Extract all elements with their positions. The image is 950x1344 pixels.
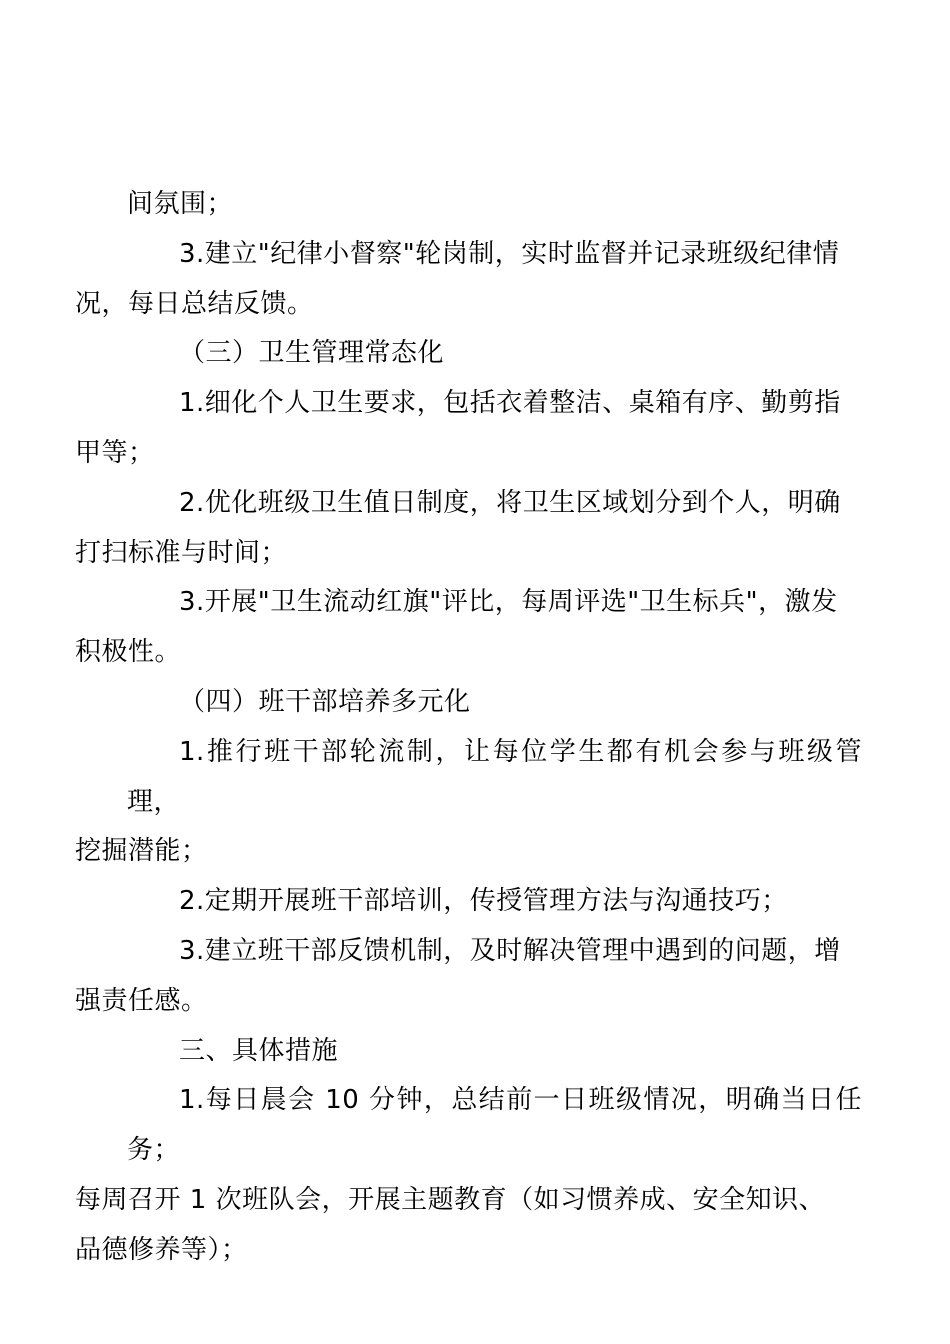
text-line: 2.优化班级卫生值日制度，将卫生区域划分到个人，明确 [179,487,841,518]
paragraph-discipline-monitor [75,230,862,330]
text-line: 1.推行班干部轮流制，让每位学生都有机会参与班级管理， [127,736,862,817]
paragraph-continuation [127,180,862,230]
text-line: 况，每日总结反馈。 [75,288,314,319]
text-line: 3.开展"卫生流动红旗"评比，每周评选"卫生标兵"，激发 [179,587,838,618]
section-heading-measures [127,1027,862,1077]
document-body [75,180,862,1276]
text-line: 间氛围； [127,189,234,219]
paragraph-red-flag-contest [75,578,862,678]
text-line: 3.建立班干部反馈机制，及时解决管理中遇到的问题，增 [179,935,841,966]
paragraph-cadre-rotation [75,728,862,877]
text-line: 挖掘潜能； [75,836,208,867]
text-line: 每周召开 1 次班队会，开展主题教育（如习惯养成、安全知识、 [75,1184,826,1215]
section-heading-hygiene [127,329,862,379]
paragraph-morning-meeting [75,1076,862,1275]
text-line: 3.建立"纪律小督察"轮岗制，实时监督并记录班级纪律情 [179,238,840,269]
heading-text: 三、具体措施 [179,1035,339,1066]
paragraph-personal-hygiene [75,379,862,479]
text-line: 1.细化个人卫生要求，包括衣着整洁、桌箱有序、勤剪指 [179,388,841,419]
heading-text: （三）卫生管理常态化 [179,338,445,369]
heading-text: （四）班干部培养多元化 [179,686,471,717]
paragraph-duty-system [75,479,862,579]
paragraph-cadre-feedback [75,927,862,1027]
text-line: 2.定期开展班干部培训，传授管理方法与沟通技巧； [179,886,788,917]
text-line: 甲等； [75,437,155,468]
text-line: 打扫标准与时间； [75,537,288,568]
text-line: 1.每日晨会 10 分钟，总结前一日班级情况，明确当日任务； [127,1085,862,1166]
text-line: 强责任感。 [75,985,208,1016]
section-heading-cadre [127,678,862,728]
text-line: 品德修养等）； [75,1234,248,1265]
paragraph-cadre-training [127,877,862,927]
text-line: 积极性。 [75,637,182,668]
